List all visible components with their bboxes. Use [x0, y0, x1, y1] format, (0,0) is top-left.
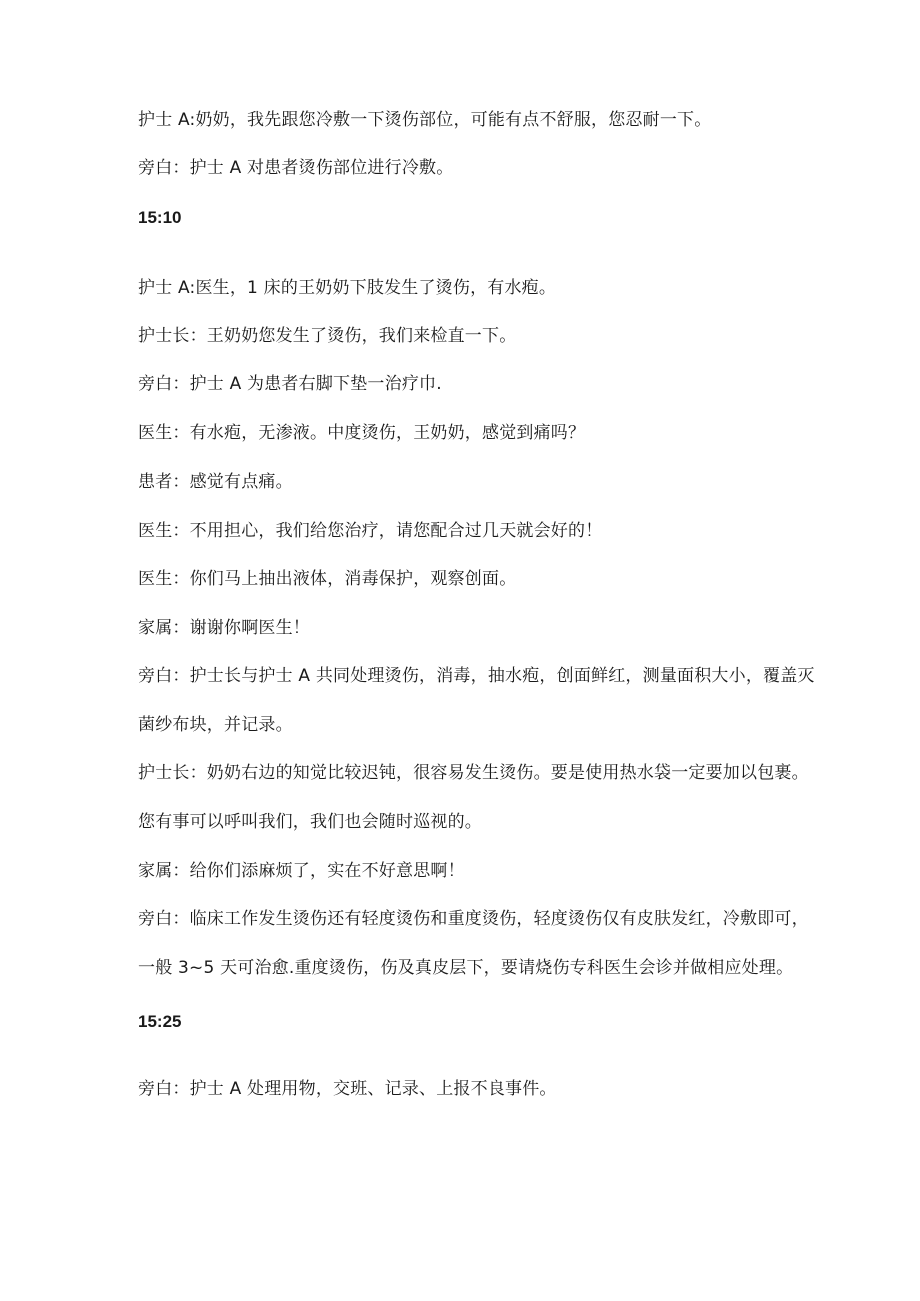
text-line: 护士长：王奶奶您发生了烫伤，我们来检直一下。	[138, 326, 517, 346]
text-line: 家属：谢谢你啊医生！	[138, 618, 310, 638]
time-heading: 15:25	[138, 1012, 182, 1031]
time-heading: 15:10	[138, 208, 182, 227]
text-line: 护士 A:医生，1 床的王奶奶下肢发生了烫伤，有水疱。	[138, 278, 557, 298]
text-line: 患者：感觉有点痛。	[138, 472, 293, 492]
text-line: 旁白：临床工作发生烫伤还有轻度烫伤和重度烫伤，轻度烫伤仅有皮肤发红，冷敷即可，	[138, 909, 809, 929]
text-line: 家属：给你们添麻烦了，实在不好意思啊！	[138, 861, 465, 881]
text-line: 医生：你们马上抽出液体，消毒保护，观察创面。	[138, 569, 517, 589]
text-line: 旁白：护士长与护士 A 共同处理烫伤，消毒，抽水疱，创面鲜红，测量面积大小，覆盖灭	[138, 666, 815, 686]
text-line: 医生：有水疱，无渗液。中度烫伤，王奶奶，感觉到痛吗？	[138, 423, 586, 443]
text-line: 您有事可以呼叫我们，我们也会随时巡视的。	[138, 812, 482, 832]
text-line: 旁白：护士 A 处理用物，交班、记录、上报不良事件。	[138, 1079, 557, 1099]
text-line: 护士长：奶奶右边的知觉比较迟钝，很容易发生烫伤。要是使用热水袋一定要加以包裹。	[138, 763, 809, 783]
text-line: 旁白：护士 A 为患者右脚下垫一治疗巾.	[138, 374, 442, 394]
text-line: 医生：不用担心，我们给您治疗，请您配合过几天就会好的！	[138, 521, 603, 541]
text-line: 一般 3~5 天可治愈.重度烫伤，伤及真皮层下，要请烧伤专科医生会诊并做相应处理。	[138, 958, 794, 978]
text-line: 护士 A:奶奶，我先跟您冷敷一下烫伤部位，可能有点不舒服，您忍耐一下。	[138, 110, 712, 130]
text-line: 菌纱布块，并记录。	[138, 715, 293, 735]
text-line: 旁白：护士 A 对患者烫伤部位进行冷敷。	[138, 158, 454, 178]
